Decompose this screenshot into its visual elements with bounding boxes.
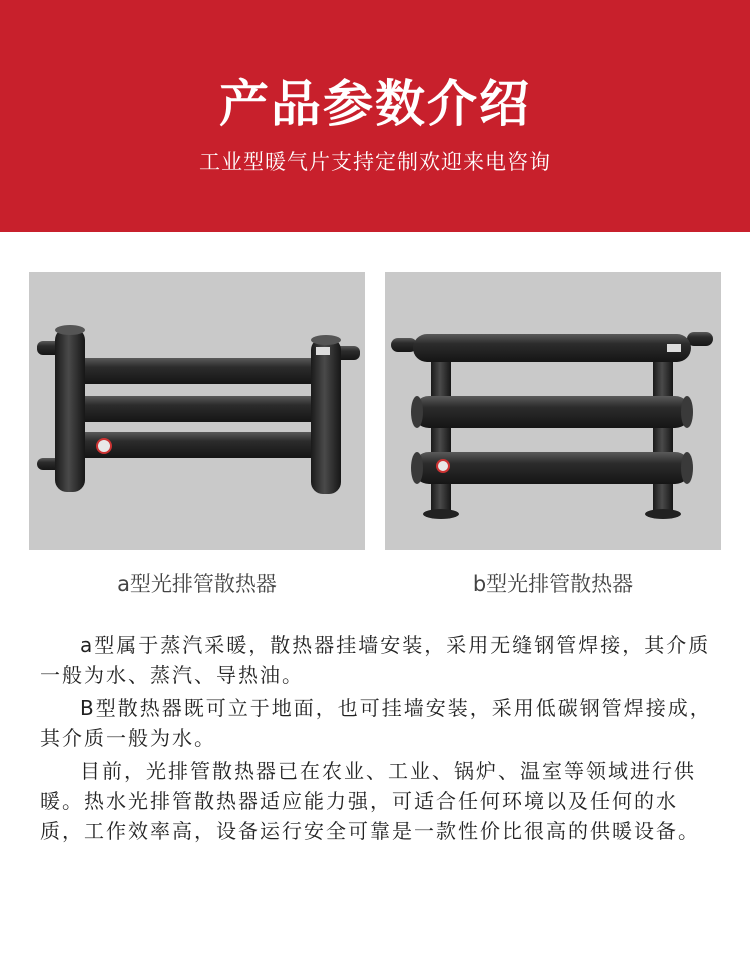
radiator-type-a-photo (29, 272, 365, 550)
product-description (40, 630, 720, 849)
radiator-type-b-photo (385, 272, 721, 550)
caption-type-b: b型光排管散热器 (472, 572, 634, 596)
description-paragraph: a型属于蒸汽采暖，散热器挂墙安装，采用无缝钢管焊接，其介质一般为水、蒸汽、导热油。 (40, 633, 711, 687)
description-paragraph: 目前，光排管散热器已在农业、工业、锅炉、温室等领域进行供暖。热水光排管散热器适应能力强，可适合任何环境以及任何的水质，工作效率高，设备运行安全可靠是一款性价比很高的供暖设备。 (40, 759, 700, 843)
page-title: 产品参数介绍 (219, 75, 531, 133)
header-banner (0, 0, 750, 232)
caption-type-a: a型光排管散热器 (117, 572, 277, 596)
description-paragraph: B型散热器既可立于地面，也可挂墙安装，采用低碳钢管焊接成，其介质一般为水。 (40, 696, 712, 750)
page-subtitle: 工业型暖气片支持定制欢迎来电咨询 (199, 150, 551, 174)
